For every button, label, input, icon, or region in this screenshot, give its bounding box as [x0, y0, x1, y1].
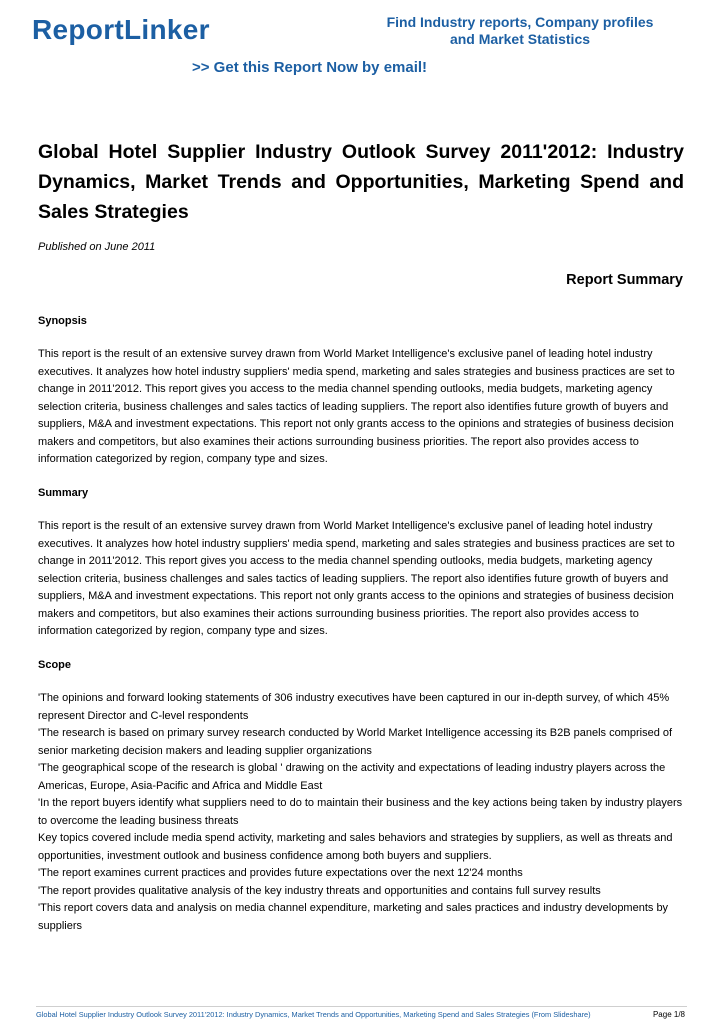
- page-number: Page 1/8: [652, 1010, 685, 1019]
- scope-item: 'The geographical scope of the research is global ' drawing on the activity and expectations of leading industry players across the Americas, Europe, Asia-Pacific and Africa and Middle East: [38, 762, 666, 792]
- report-title: Global Hotel Supplier Industry Outlook Survey 2011'2012: Industry Dynamics, Market Trends and Opportunities, Marketing Spend and Sales Strategies: [38, 141, 684, 223]
- scope-section: [38, 658, 686, 935]
- scope-item: Key topics covered include media spend activity, marketing and sales behaviors and strategies by suppliers, as well as threats and opportunities, investment outlook and business confidence among both buyers and suppliers.: [38, 832, 673, 862]
- published-date: Published on June 2011: [38, 241, 156, 253]
- header-tagline: [360, 14, 680, 48]
- scope-item: 'This report covers data and analysis on media channel expenditure, marketing and sales practices and industry developments by suppliers: [38, 902, 669, 932]
- synopsis-heading: Synopsis: [38, 315, 87, 327]
- scope-item: 'In the report buyers identify what suppliers need to do to maintain their business and the key actions being taken by industry players to overcome the leading business threats: [38, 797, 683, 827]
- tagline-line-1: Find Industry reports, Company profiles: [386, 14, 654, 30]
- scope-item: 'The report examines current practices and provides future expectations over the next 12'24 months: [38, 867, 523, 879]
- scope-list: [38, 690, 686, 935]
- synopsis-text: This report is the result of an extensive survey drawn from World Market Intelligence's exclusive panel of leading hotel industry executives. It analyzes how hotel industry suppliers' media spend, marketing and sales strategies and business practices are set to change in 2011'2012. This report gives you access to the media channel spending outlooks, media budgets, marketing agency selection criteria, business challenges and sales tactics of leading suppliers. The report also identifies future growth of buyers and suppliers, M&A and investment expectations. This report not only grants access to the opinions and strategies of business decision makers and competitors, but also examines their actions surrounding business priorities. The report also provides access to information categorized by region, company type and sizes.: [38, 348, 675, 465]
- get-report-email-link[interactable]: >> Get this Report Now by email!: [192, 59, 428, 76]
- scope-item: 'The opinions and forward looking statements of 306 industry executives have been captured in our in-depth survey, of which 45% represent Director and C-level respondents: [38, 692, 670, 722]
- report-summary-label: Report Summary: [566, 272, 683, 288]
- summary-heading: Summary: [38, 487, 89, 499]
- scope-item: 'The report provides qualitative analysis of the key industry threats and opportunities and contains full survey results: [38, 884, 601, 897]
- tagline-line-2: and Market Statistics: [449, 31, 591, 47]
- footer-source-link[interactable]: Global Hotel Supplier Industry Outlook Survey 2011'2012: Industry Dynamics, Market Trends and Opportunities, Marketing Spend and Sales Strategies (From Slideshare): [36, 1010, 591, 1019]
- summary-section: [38, 486, 686, 641]
- synopsis-section: [38, 314, 686, 469]
- summary-text: This report is the result of an extensive survey drawn from World Market Intelligence's exclusive panel of leading hotel industry executives. It analyzes how hotel industry suppliers' media spend, marketing and sales strategies and business practices are set to change in 2011'2012. This report gives you access to the media channel spending outlooks, media budgets, marketing agency selection criteria, business challenges and sales tactics of leading suppliers. The report also identifies future growth of buyers and suppliers, M&A and investment expectations. This report not only grants access to the opinions and strategies of business decision makers and competitors, but also examines their actions surrounding business priorities. The report also provides access to information categorized by region, company type and sizes.: [38, 520, 675, 637]
- page-footer: [36, 1006, 687, 1019]
- scope-heading: Scope: [38, 659, 72, 671]
- scope-item: 'The research is based on primary survey research conducted by World Market Intelligence accessing its B2B panels comprised of senior marketing decision makers and leading supplier organizations: [38, 727, 673, 757]
- reportlinker-logo[interactable]: ReportLinker: [32, 14, 210, 45]
